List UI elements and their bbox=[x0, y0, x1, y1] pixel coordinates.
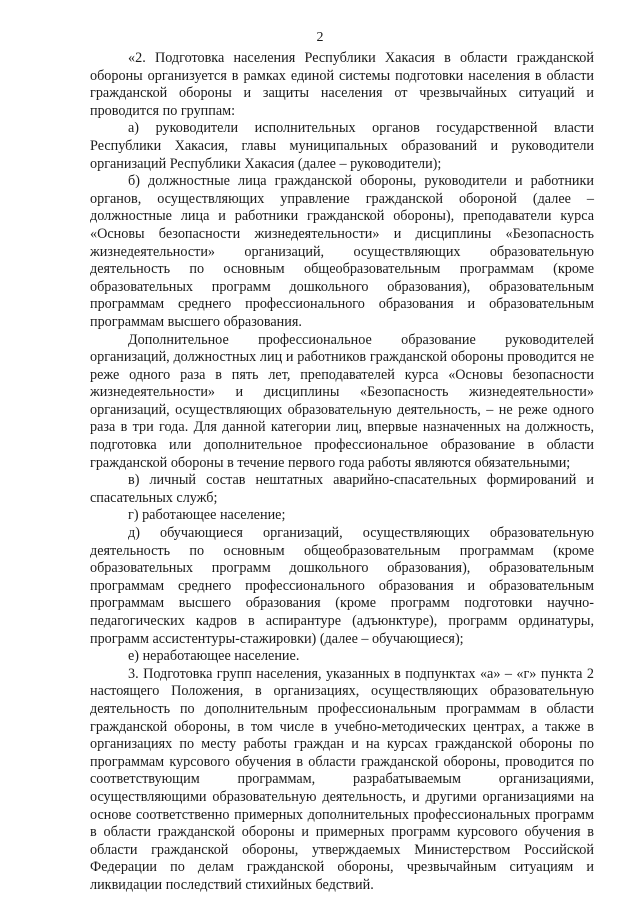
paragraph-group-e: е) неработающее население. bbox=[128, 648, 300, 665]
paragraph-2-intro: «2. Подготовка населения Республики Хакасия в области гражданской обороны организуется в рамках единой системы подготовки населения в области гражданской обороны и защиты населения от чрезвычайных ситуаций и проводится по группам: bbox=[90, 50, 594, 119]
paragraph-group-d: д) обучающиеся организаций, осуществляющих образовательную деятельность по основным общеобразовательным программам (кроме образовательных программ дошкольного образования), образовательным программам среднего профессионального образования и образовательным программам высшего образования (кроме программ подготовки научно-педагогических кадров в аспирантуре (адъюнктуре), программ ординатуры, программ ассистентуры-стажировки) (далее – обучающиеся); bbox=[90, 525, 594, 647]
page-number: 2 bbox=[316, 30, 324, 45]
paragraph-group-v: в) личный состав нештатных аварийно-спасательных формирований и спасательных служб; bbox=[90, 472, 594, 506]
paragraph-group-a: а) руководители исполнительных органов государственной власти Республики Хакасия, главы муниципальных образований и руководители организаций Республики Хакасия (далее – руководители); bbox=[90, 120, 594, 172]
document-body bbox=[90, 50, 594, 895]
paragraph-group-b: б) должностные лица гражданской обороны, руководители и работники органов, осуществляющих управление гражданской обороной (далее – должностные лица и работники гражданской обороны), преподаватели курса «Основы безопасности жизнедеятельности» и дисциплины «Безопасность жизнедеятельности» организаций, осуществляющих образовательную деятельность по основным общеобразовательным программам (кроме образовательных программ дошкольного образования), образовательным программам среднего профессионального образования и образовательным программам высшего образования. bbox=[90, 173, 594, 330]
paragraph-3: 3. Подготовка групп населения, указанных в подпунктах «а» – «г» пункта 2 настоящего Положения, в организациях, осуществляющих образовательную деятельность по дополнительным профессиональным программам в области гражданской обороны, в том числе в учебно-методических центрах, а также в организациях по месту работы граждан и на курсах гражданской обороны по программам курсового обучения в области гражданской обороны, проводится по соответствующим программам, разрабатываемым организациями, осуществляющими образовательную деятельность, и другими организациями на основе соответственно примерных дополнительных профессиональных программ в области гражданской обороны и примерных программ курсового обучения в области гражданской обороны, утверждаемых Министерством Российской Федерации по делам гражданской обороны, чрезвычайным ситуациям и ликвидации последствий стихийных бедствий. bbox=[90, 665, 594, 893]
paragraph-group-g: г) работающее население; bbox=[128, 507, 286, 524]
paragraph-additional-education: Дополнительное профессиональное образование руководителей организаций, должностных лиц и работников гражданской обороны проводится не реже одного раза в пять лет, преподавателей курса «Основы безопасности жизнедеятельности» и дисциплины «Безопасность жизнедеятельности» организаций, осуществляющих образовательную деятельность, – не реже одного раза в три года. Для данной категории лиц, впервые назначенных на должность, подготовка или дополнительное профессиональное образование в области гражданской обороны в течение первого года работы являются обязательными; bbox=[90, 331, 594, 471]
